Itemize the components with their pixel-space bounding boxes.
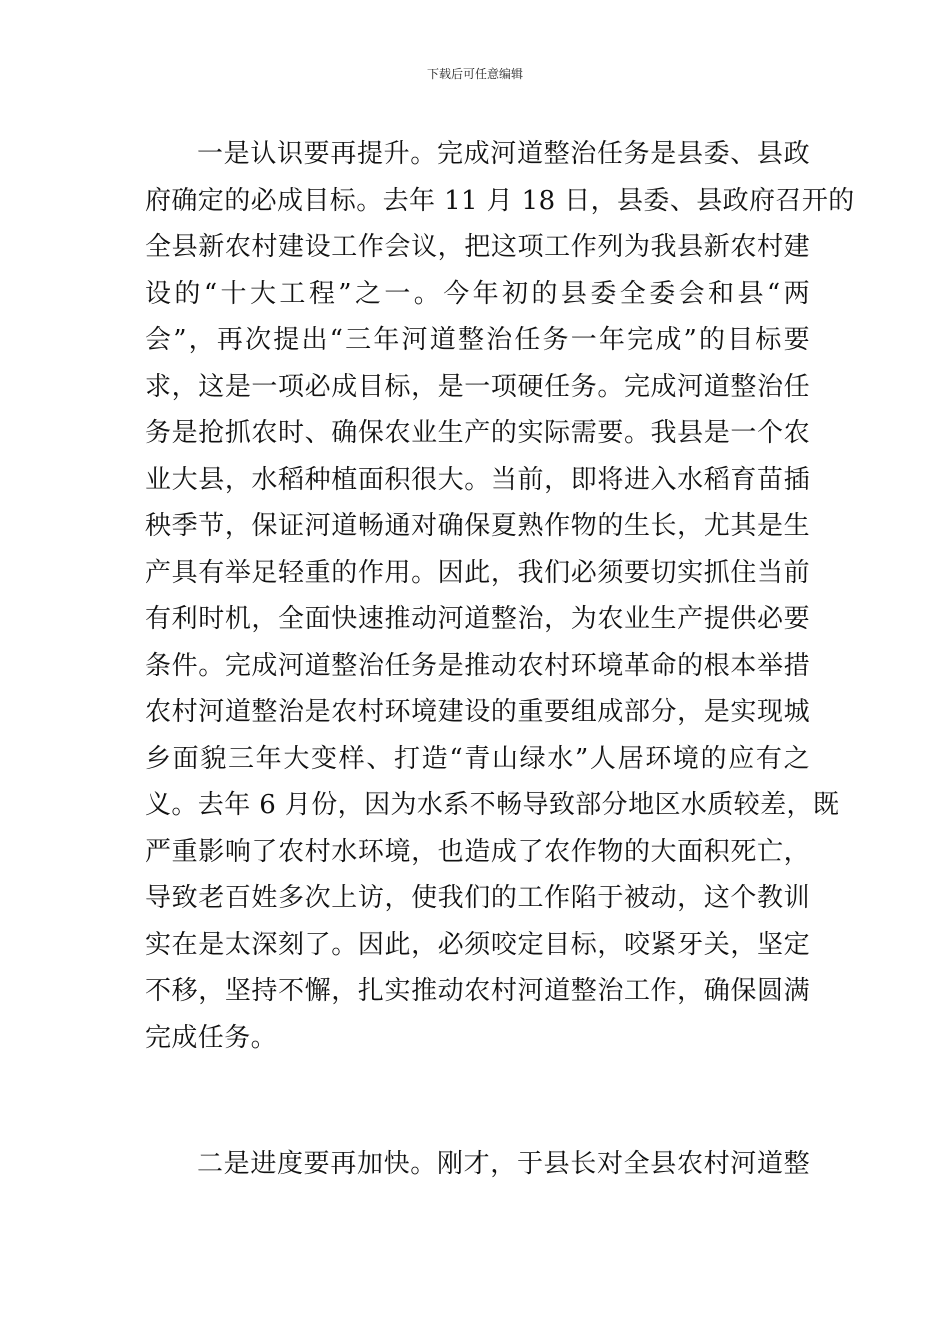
text-line: 农村河道整治是农村环境建设的重要组成部分，是实现城 bbox=[145, 697, 810, 727]
text-line: 实在是太深刻了。因此，必须咬定目标，咬紧牙关，坚定 bbox=[145, 929, 810, 960]
header-note: 下载后可任意编辑 bbox=[426, 67, 523, 81]
text-line: 设的“十大工程”之一。今年初的县委全委会和县“两 bbox=[145, 278, 810, 309]
text-line: 务是抢抓农时、确保农业生产的实际需要。我县是一个农 bbox=[145, 418, 810, 448]
text-line: 秧季节，保证河道畅通对确保夏熟作物的生长，尤其是生 bbox=[145, 511, 810, 541]
text-line: 会”，再次提出“三年河道整治任务一年完成”的目标要 bbox=[145, 325, 810, 355]
text-line: 条件。完成河道整治任务是推动农村环境革命的根本举措 bbox=[145, 650, 810, 681]
text-line: 业大县，水稻种植面积很大。当前，即将进入水稻育苗插 bbox=[145, 464, 810, 495]
text-line: 不移，坚持不懈，扎实推动农村河道整治工作，确保圆满 bbox=[145, 976, 810, 1006]
text-line: 完成任务。 bbox=[145, 1022, 278, 1053]
text-line: 有利时机，全面快速推动河道整治，为农业生产提供必要 bbox=[145, 604, 810, 634]
text-line: 义。去年 6 月份，因为水系不畅导致部分地区水质较差，既 bbox=[145, 790, 840, 820]
text-line: 严重影响了农村水环境，也造成了农作物的大面积死亡， bbox=[145, 836, 810, 867]
text-line: 二是进度要再加快。刚才，于县长对全县农村河道整 bbox=[197, 1149, 810, 1179]
text-line: 产具有举足轻重的作用。因此，我们必须要切实抓住当前 bbox=[145, 557, 810, 588]
paragraph-gap bbox=[145, 1061, 810, 1141]
body-text bbox=[145, 131, 855, 1188]
text-line: 求，这是一项必成目标，是一项硬任务。完成河道整治任 bbox=[145, 371, 810, 402]
text-line: 导致老百姓多次上访，使我们的工作陷于被动，这个教训 bbox=[145, 883, 810, 913]
text-line: 一是认识要再提升。完成河道整治任务是县委、县政 bbox=[197, 139, 810, 169]
text-line: 府确定的必成目标。去年 11 月 18 日，县委、县政府召开的 bbox=[145, 185, 855, 216]
paragraph-2 bbox=[145, 1141, 810, 1188]
text-line: 乡面貌三年大变样、打造“青山绿水”人居环境的应有之 bbox=[145, 743, 810, 774]
paragraph-1 bbox=[145, 131, 855, 1061]
text-line: 全县新农村建设工作会议，把这项工作列为我县新农村建 bbox=[145, 232, 810, 262]
